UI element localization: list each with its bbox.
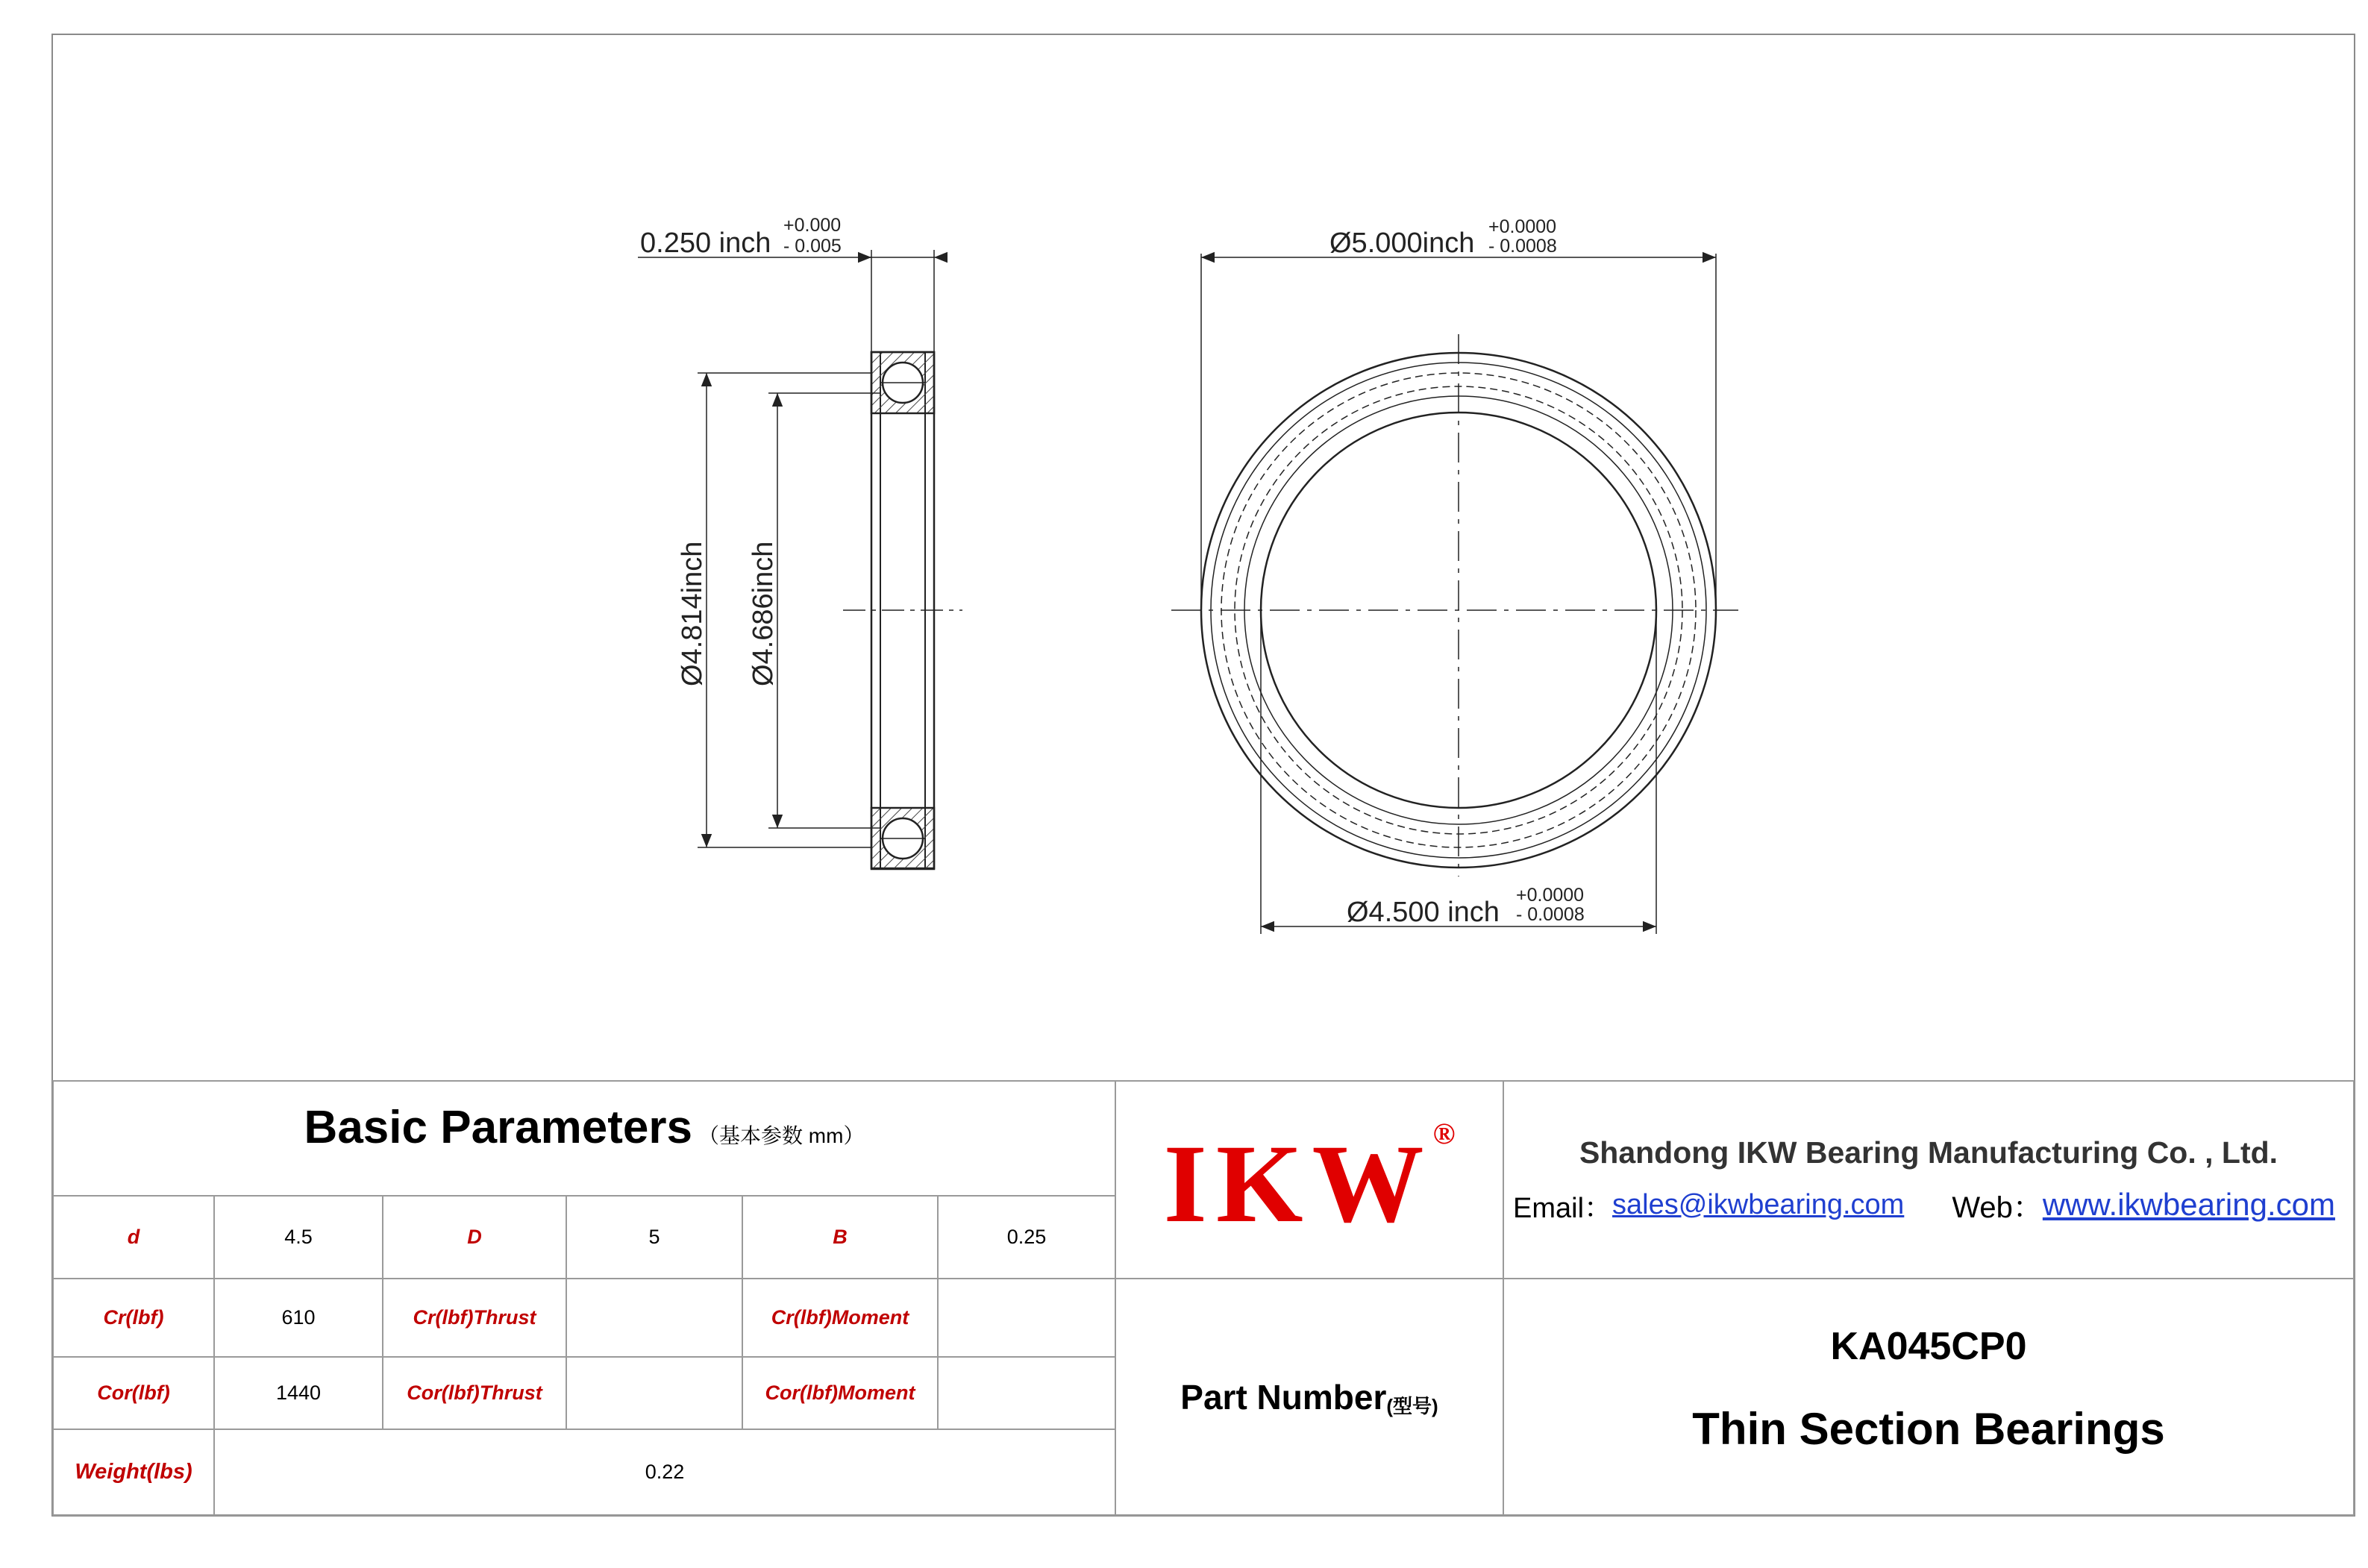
part-number-note: (型号): [1386, 1395, 1438, 1417]
pitch-inner-dimension: Ø4.686inch: [748, 541, 779, 686]
cor-moment-label: Cor(lbf)Moment: [765, 1382, 915, 1404]
part-number-label-cell: [1116, 1279, 1503, 1514]
weight-label: Weight(lbs): [75, 1460, 192, 1484]
od-tol-lower: - 0.0008: [1488, 236, 1557, 257]
width-tol-lower: - 0.005: [783, 236, 842, 257]
registered-mark: ®: [1432, 1117, 1456, 1150]
cr-moment-value: [939, 1279, 1115, 1356]
bore-tol-lower: - 0.0008: [1516, 904, 1585, 925]
cr-value: 610: [281, 1306, 316, 1329]
weight-value: 0.22: [645, 1461, 685, 1483]
cr-thrust-value: [567, 1279, 742, 1356]
cr-label: Cr(lbf): [103, 1306, 164, 1329]
B-label: B: [833, 1226, 848, 1248]
od-tol-upper: +0.0000: [1488, 216, 1557, 237]
part-number: KA045CP0: [1830, 1325, 2027, 1368]
basic-parameters-note: （基本参数 mm）: [698, 1124, 865, 1147]
D-value: 5: [648, 1226, 660, 1248]
D-label: D: [467, 1226, 482, 1248]
company-name-cell: [1504, 1082, 2353, 1179]
part-number-cell: [1504, 1305, 2353, 1387]
company-name: Shandong IKW Bearing Manufacturing Co. , Ltd.: [1579, 1135, 2278, 1170]
d-label: d: [127, 1226, 140, 1248]
basic-parameters-header: [54, 1082, 1115, 1195]
email-label: Email：: [1513, 1192, 1613, 1224]
top-ball-section: [871, 352, 934, 413]
logo-text: IKW: [1163, 1121, 1433, 1246]
width-tol-upper: +0.000: [783, 215, 842, 236]
cor-thrust-value: [567, 1358, 742, 1429]
B-value: 0.25: [1006, 1226, 1047, 1248]
contact-row: [1513, 1179, 2353, 1231]
cor-moment-value: [939, 1358, 1115, 1429]
cor-label: Cor(lbf): [97, 1382, 170, 1404]
ikw-logo: [1116, 1082, 1503, 1278]
cr-thrust-label: Cr(lbf)Thrust: [413, 1306, 536, 1329]
web-label: Web：: [1952, 1191, 2043, 1224]
bore-tol-upper: +0.0000: [1516, 885, 1585, 906]
d-value: 4.5: [284, 1226, 313, 1248]
front-view: [1171, 254, 1738, 934]
part-number-label: Part Number: [1180, 1377, 1387, 1417]
cor-thrust-label: Cor(lbf)Thrust: [407, 1382, 542, 1404]
pitch-outer-dimension: Ø4.814inch: [677, 541, 708, 686]
bore-dimension: Ø4.500 inch: [1347, 897, 1500, 928]
width-dimension: 0.250 inch: [640, 228, 771, 259]
cr-moment-label: Cr(lbf)Moment: [771, 1306, 909, 1329]
cor-value: 1440: [275, 1382, 322, 1404]
email-link[interactable]: sales@ikwbearing.com: [1612, 1188, 1905, 1220]
web-link[interactable]: www.ikwbearing.com: [2042, 1187, 2335, 1222]
bearing-type: Thin Section Bearings: [1692, 1403, 2165, 1454]
bottom-ball-section: [871, 808, 934, 869]
outer-diameter-dimension: Ø5.000inch: [1329, 228, 1475, 259]
basic-parameters-title: Basic Parameters: [304, 1101, 693, 1153]
bearing-type-cell: [1504, 1387, 2353, 1470]
